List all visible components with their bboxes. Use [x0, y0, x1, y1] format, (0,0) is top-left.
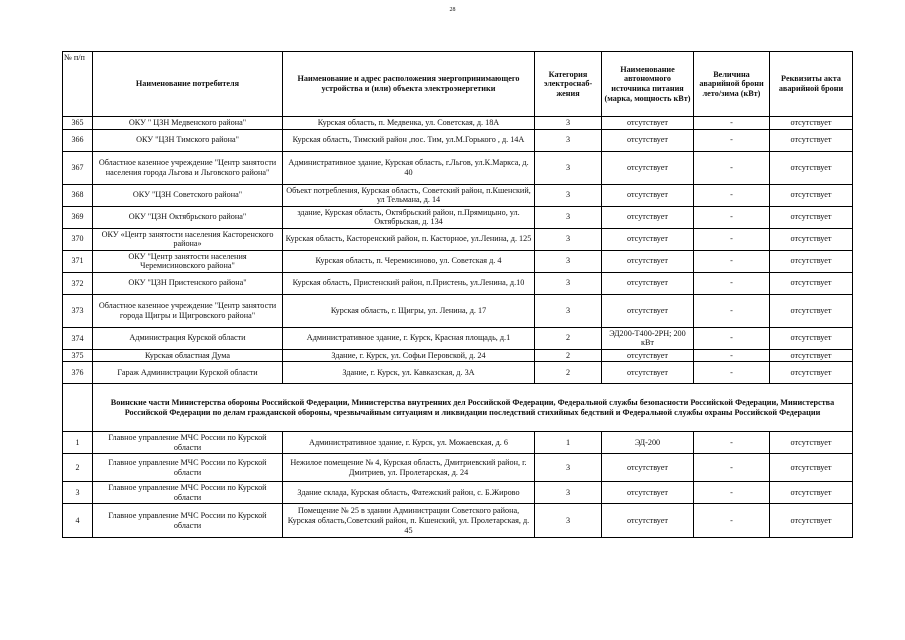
cell-consumer: Администрация Курской области — [93, 327, 283, 349]
cell-address: Курская область, Тимский район ,пос. Тим, ул.М.Горького , д. 14А — [283, 129, 535, 151]
cell-act-details: отсутствует — [770, 117, 853, 130]
table-row — [63, 117, 853, 130]
cell-reserve-value: - — [694, 117, 770, 130]
cell-address: Помещение № 25 в здании Администрации Советского района, Курская область,Советский район, п. Кшенский, ул. Пролетарская, д. 45 — [283, 504, 535, 538]
cell-act-details: отсутствует — [770, 349, 853, 362]
cell-act-details: отсутствует — [770, 184, 853, 206]
page-number: 28 — [449, 7, 456, 13]
cell-consumer: Областное казенное учреждение "Центр занятости населения города Льгова и Льговского района" — [93, 151, 283, 184]
cell-number: 375 — [63, 349, 93, 362]
table-section — [63, 384, 853, 432]
cell-category: 2 — [535, 327, 602, 349]
table-header-row — [63, 52, 853, 117]
cell-number: 376 — [63, 362, 93, 384]
cell-power-source: отсутствует — [602, 206, 694, 228]
section-title: Воинские части Министерства обороны Российской Федерации, Министерства внутренних дел Российской Федерации, Федеральной службы безопасности Российской Федерации, Министерства Российской Федерации по делам гражданской обороны, чрезвычайным ситуациям и ликвидации последствий стихийных бедствий и Федеральной службы охраны Российской Федерации — [93, 384, 853, 432]
cell-consumer: Главное управление МЧС России по Курской области — [93, 504, 283, 538]
cell-address: здание, Курская область, Октябрьский район, п.Прямицыно, ул. Октябрьская, д. 134 — [283, 206, 535, 228]
cell-number: 368 — [63, 184, 93, 206]
cell-power-source: отсутствует — [602, 129, 694, 151]
cell-power-source: отсутствует — [602, 482, 694, 504]
cell-reserve-value: - — [694, 362, 770, 384]
header-power-source: Наименование автономного источника питания (марка, мощность кВт) — [602, 52, 694, 117]
cell-act-details: отсутствует — [770, 228, 853, 250]
cell-number: 371 — [63, 250, 93, 272]
cell-category: 3 — [535, 454, 602, 482]
cell-number: 370 — [63, 228, 93, 250]
cell-act-details: отсутствует — [770, 272, 853, 294]
cell-act-details: отсутствует — [770, 454, 853, 482]
cell-consumer: ОКУ " ЦЗН Медвенского района" — [93, 117, 283, 130]
cell-reserve-value: - — [694, 454, 770, 482]
cell-reserve-value: - — [694, 129, 770, 151]
section-row — [63, 384, 853, 432]
cell-number: 373 — [63, 294, 93, 327]
header-act-details: Реквизиты акта аварийной брони — [770, 52, 853, 117]
table-row — [63, 454, 853, 482]
table-row — [63, 129, 853, 151]
cell-reserve-value: - — [694, 482, 770, 504]
cell-reserve-value: - — [694, 432, 770, 454]
cell-power-source: отсутствует — [602, 454, 694, 482]
cell-act-details: отсутствует — [770, 432, 853, 454]
section-empty-cell — [63, 384, 93, 432]
cell-category: 3 — [535, 250, 602, 272]
cell-number: 2 — [63, 454, 93, 482]
cell-address: Административное здание, г. Курск, Красная площадь, д.1 — [283, 327, 535, 349]
cell-consumer: ОКУ «Центр занятости населения Касторенского района» — [93, 228, 283, 250]
header-address: Наименование и адрес расположения энергопринимающего устройства и (или) объекта электроэнергетики — [283, 52, 535, 117]
cell-power-source: отсутствует — [602, 362, 694, 384]
cell-reserve-value: - — [694, 349, 770, 362]
cell-power-source: ЭД-200 — [602, 432, 694, 454]
cell-consumer: Главное управление МЧС России по Курской области — [93, 432, 283, 454]
cell-act-details: отсутствует — [770, 362, 853, 384]
cell-consumer: ОКУ "Центр занятости населения Черемисиновского района" — [93, 250, 283, 272]
cell-category: 2 — [535, 362, 602, 384]
table-row — [63, 349, 853, 362]
cell-number: 365 — [63, 117, 93, 130]
header-category: Категория электроснаб-жения — [535, 52, 602, 117]
header-consumer: Наименование потребителя — [93, 52, 283, 117]
cell-act-details: отсутствует — [770, 327, 853, 349]
cell-address: Курская область, п. Черемисиново, ул. Советская д. 4 — [283, 250, 535, 272]
cell-number: 367 — [63, 151, 93, 184]
cell-power-source: отсутствует — [602, 151, 694, 184]
cell-consumer: ОКУ "ЦЗН Тимского района" — [93, 129, 283, 151]
cell-reserve-value: - — [694, 228, 770, 250]
cell-reserve-value: - — [694, 250, 770, 272]
cell-reserve-value: - — [694, 184, 770, 206]
cell-power-source: ЭД200-Т400-2РН; 200 кВт — [602, 327, 694, 349]
cell-address: Здание, г. Курск, ул. Кавказская, д. 3А — [283, 362, 535, 384]
cell-category: 3 — [535, 228, 602, 250]
table-row — [63, 184, 853, 206]
cell-number: 372 — [63, 272, 93, 294]
cell-act-details: отсутствует — [770, 206, 853, 228]
cell-reserve-value: - — [694, 272, 770, 294]
cell-consumer: ОКУ "ЦЗН Пристенского района" — [93, 272, 283, 294]
cell-power-source: отсутствует — [602, 294, 694, 327]
table-row — [63, 151, 853, 184]
table-row — [63, 327, 853, 349]
cell-category: 3 — [535, 206, 602, 228]
cell-power-source: отсутствует — [602, 228, 694, 250]
cell-act-details: отсутствует — [770, 294, 853, 327]
table-row — [63, 206, 853, 228]
cell-act-details: отсутствует — [770, 129, 853, 151]
cell-number: 374 — [63, 327, 93, 349]
table-row — [63, 482, 853, 504]
cell-category: 3 — [535, 184, 602, 206]
cell-category: 3 — [535, 504, 602, 538]
table-row — [63, 362, 853, 384]
cell-act-details: отсутствует — [770, 151, 853, 184]
emergency-reserve-table — [62, 51, 853, 538]
cell-consumer: Курская областная Дума — [93, 349, 283, 362]
cell-category: 3 — [535, 117, 602, 130]
cell-consumer: Главное управление МЧС России по Курской области — [93, 454, 283, 482]
cell-address: Административное здание, Курская область, г.Льгов, ул.К.Маркса, д. 40 — [283, 151, 535, 184]
cell-reserve-value: - — [694, 504, 770, 538]
table-row — [63, 294, 853, 327]
cell-power-source: отсутствует — [602, 117, 694, 130]
cell-reserve-value: - — [694, 206, 770, 228]
cell-power-source: отсутствует — [602, 250, 694, 272]
cell-power-source: отсутствует — [602, 272, 694, 294]
cell-act-details: отсутствует — [770, 482, 853, 504]
cell-address: Административное здание, г. Курск, ул. Можаевская, д. 6 — [283, 432, 535, 454]
cell-power-source: отсутствует — [602, 349, 694, 362]
cell-consumer: Главное управление МЧС России по Курской области — [93, 482, 283, 504]
cell-category: 3 — [535, 482, 602, 504]
cell-number: 3 — [63, 482, 93, 504]
table-body-main — [63, 117, 853, 384]
header-number: № п/п — [63, 52, 93, 117]
table-row — [63, 272, 853, 294]
table-row — [63, 250, 853, 272]
cell-power-source: отсутствует — [602, 184, 694, 206]
table-body-military — [63, 432, 853, 538]
cell-power-source: отсутствует — [602, 504, 694, 538]
cell-address: Здание склада, Курская область, Фатежский район, с. Б.Жирово — [283, 482, 535, 504]
cell-act-details: отсутствует — [770, 250, 853, 272]
cell-address: Курская область, п. Медвенка, ул. Советская, д. 18А — [283, 117, 535, 130]
cell-address: Курская область, Пристенский район, п.Пристень, ул.Ленина, д.10 — [283, 272, 535, 294]
cell-address: Курская область, Касторенский район, п. Касторное, ул.Ленина, д. 125 — [283, 228, 535, 250]
cell-category: 3 — [535, 294, 602, 327]
table-row — [63, 432, 853, 454]
cell-category: 3 — [535, 151, 602, 184]
cell-reserve-value: - — [694, 151, 770, 184]
cell-category: 1 — [535, 432, 602, 454]
cell-number: 366 — [63, 129, 93, 151]
cell-address: Курская область, г. Щигры, ул. Ленина, д. 17 — [283, 294, 535, 327]
table-row — [63, 228, 853, 250]
cell-consumer: Областное казенное учреждение "Центр занятости города Щигры и Щигровского района" — [93, 294, 283, 327]
cell-category: 3 — [535, 272, 602, 294]
cell-address: Нежилое помещение № 4, Курская область, Дмитриевский район, г. Дмитриев, ул. Пролетарская, д. 24 — [283, 454, 535, 482]
cell-number: 4 — [63, 504, 93, 538]
cell-consumer: ОКУ "ЦЗН Советского района" — [93, 184, 283, 206]
cell-category: 3 — [535, 129, 602, 151]
cell-number: 369 — [63, 206, 93, 228]
cell-address: Объект потребления, Курская область, Советский район, п.Кшенский, ул Тельмана, д. 14 — [283, 184, 535, 206]
cell-consumer: Гараж Администрации Курской области — [93, 362, 283, 384]
table-row — [63, 504, 853, 538]
cell-reserve-value: - — [694, 294, 770, 327]
cell-reserve-value: - — [694, 327, 770, 349]
cell-act-details: отсутствует — [770, 504, 853, 538]
cell-address: Здание, г. Курск, ул. Софьи Перовской, д. 24 — [283, 349, 535, 362]
header-reserve-value: Величина аварийной брони лето/зима (кВт) — [694, 52, 770, 117]
cell-consumer: ОКУ "ЦЗН Октябрьского района" — [93, 206, 283, 228]
cell-category: 2 — [535, 349, 602, 362]
cell-number: 1 — [63, 432, 93, 454]
